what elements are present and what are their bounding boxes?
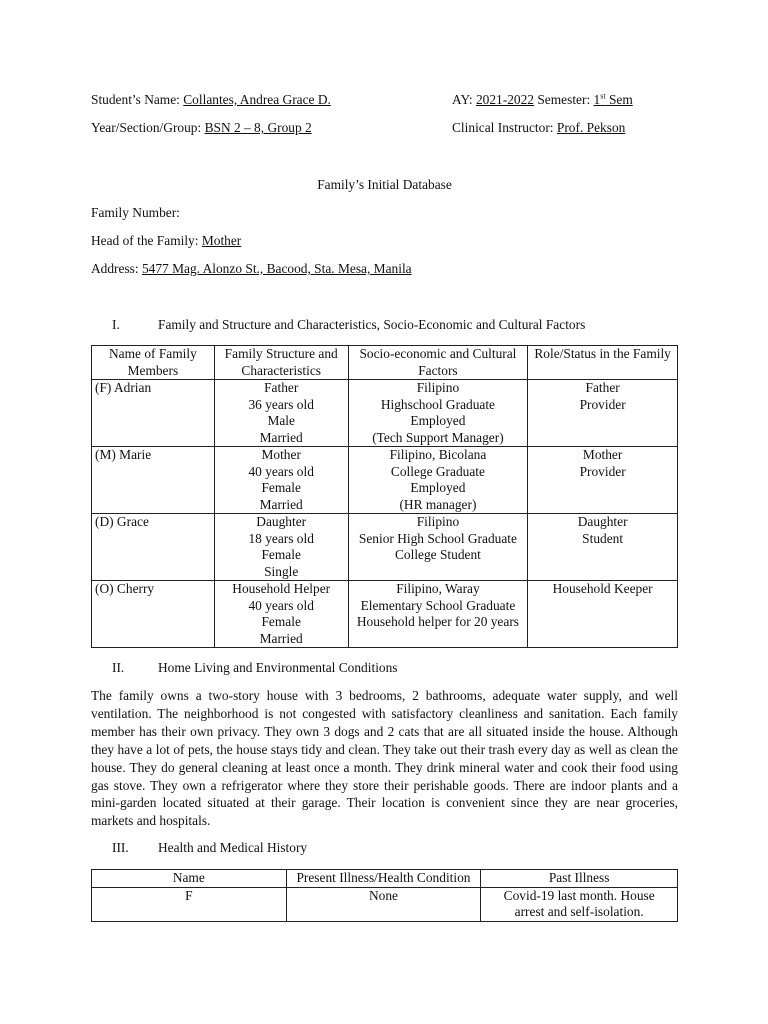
member-socio-cell-line: Filipino, Bicolana [389,447,487,462]
member-structure-cell-line: Married [259,496,303,512]
family-number-line [91,205,180,222]
section-2-number: II. [112,660,125,675]
member-structure-cell-line: Mother [261,447,301,462]
instructor-label: Clinical Instructor: [452,120,554,135]
section-1-title: Family and Structure and Characteristics, Socio-Economic and Cultural Factors [158,317,586,332]
member-socio-cell-line: Highschool Graduate [380,396,496,412]
member-structure-cell-line: 36 years old [248,396,314,412]
member-structure-cell [214,514,348,581]
member-name-cell: (D) Grace [92,514,215,581]
member-structure-cell [214,380,348,447]
health-past-cell-line: Covid-19 last month. House [503,887,655,903]
member-role-cell-line: Student [582,530,624,546]
member-socio-cell-line: College Graduate [390,463,485,479]
member-structure-cell-line: Father [264,380,299,395]
family-number-label: Family Number: [91,205,180,220]
member-structure-cell-line: Female [261,480,301,495]
column-header-name: Name of Family Members [92,346,215,380]
section-1-number: I. [112,317,120,332]
health-table-header-row [92,870,678,888]
member-structure-cell-line: Married [259,630,303,646]
section-3-number: III. [112,840,129,855]
header-row-student [91,92,678,110]
family-structure-table [91,345,678,648]
table-row [92,581,678,648]
health-past-cell [481,887,678,921]
member-socio-cell [348,514,528,581]
address-value: 5477 Mag. Alonzo St., Bacood, Sta. Mesa, Manila [141,261,412,276]
member-name-cell: (F) Adrian [92,380,215,447]
year-section-line [91,120,312,137]
member-role-cell-line: Mother [582,447,623,462]
health-header-past: Past Illness [481,870,678,888]
member-socio-cell-line: Senior High School Graduate [358,530,517,546]
section-3-title: Health and Medical History [158,840,308,855]
member-socio-cell-line: Filipino, Waray [396,581,480,596]
health-present-cell: None [286,887,481,921]
member-role-cell [528,581,678,648]
member-structure-cell-line: Female [261,547,301,562]
member-role-cell-line: Household Keeper [552,581,653,596]
member-structure-cell-line: Female [261,614,301,629]
head-of-family-value: Mother [201,233,242,248]
member-structure-cell-line: Daughter [256,514,307,529]
member-structure-cell-line: 18 years old [248,530,314,546]
member-socio-cell-line: (HR manager) [399,496,477,512]
student-name-value: Collantes, Andrea Grace D. [183,92,331,107]
member-role-cell [528,514,678,581]
section-3-heading [112,840,307,857]
member-role-cell-line: Daughter [577,514,628,529]
member-socio-cell-line: Employed [410,413,466,428]
member-socio-cell [348,380,528,447]
member-structure-cell-line: Married [259,429,303,445]
semester-superscript: st [600,91,606,101]
ay-value: 2021-2022 [475,92,534,107]
student-name-label: Student’s Name: [91,92,180,107]
column-header-structure: Family Structure and Characteristics [214,346,348,380]
member-name-cell: (M) Marie [92,447,215,514]
health-header-name: Name [92,870,287,888]
member-socio-cell-line: Elementary School Graduate [360,597,516,613]
document-title: Family’s Initial Database [317,177,452,192]
table-row [92,447,678,514]
member-socio-cell-line: (Tech Support Manager) [372,429,504,445]
section-2-title: Home Living and Environmental Conditions [158,660,398,675]
member-structure-cell-line: Male [267,413,295,428]
member-socio-cell-line: Filipino [416,514,460,529]
header-row-year [91,120,678,138]
address-line [91,261,412,278]
semester-value [594,92,633,107]
semester-label: Semester: [537,92,591,107]
head-of-family-label: Head of the Family: [91,233,199,248]
member-structure-cell-line: 40 years old [248,463,314,479]
member-structure-cell-line: 40 years old [248,597,314,613]
member-name-cell: (O) Cherry [92,581,215,648]
member-socio-cell [348,581,528,648]
member-structure-cell [214,581,348,648]
student-name-line [91,92,331,109]
member-structure-cell-line: Single [264,563,299,579]
table-row [92,514,678,581]
instructor-value: Prof. Pekson [556,120,626,135]
member-socio-cell-line: Household helper for 20 years [356,614,519,629]
health-name-cell: F [92,887,287,921]
member-role-cell [528,447,678,514]
member-role-cell-line: Provider [579,463,626,479]
member-socio-cell-line: College Student [394,547,481,562]
family-table-header-row [92,346,678,380]
member-role-cell-line: Father [585,380,620,395]
section-1-heading [112,317,585,334]
column-header-socio: Socio-economic and Cultural Factors [348,346,528,380]
member-socio-cell [348,447,528,514]
member-structure-cell [214,447,348,514]
member-structure-cell-line: Household Helper [232,581,331,596]
member-socio-cell-line: Employed [410,480,466,495]
health-past-cell-line: arrest and self-isolation. [514,904,644,919]
member-role-cell [528,380,678,447]
year-section-label: Year/Section/Group: [91,120,202,135]
semester-suffix: Sem [608,92,633,107]
home-living-paragraph: The family owns a two-story house with 3 bedrooms, 2 bathrooms, adequate water supply, and well ventilation. The neighborhood is not congested with satisfactory cleanliness and sanitation. Each family member has their own privacy. They own 3 dogs and 2 cats that are all situated inside the house. Although they have a lot of pets, the house stays tidy and clean. They take out their trash every day as well as clean the house. They do general cleaning at least once a month. They drink mineral water and cook their food using gas stove. They own a refrigerator where they store their perishable goods. There are indoor plants and a mini-garden located situated at their garage. Their location is convenient since they are near groceries, markets and hospitals. [91,688,678,829]
health-header-present: Present Illness/Health Condition [286,870,481,888]
year-section-value: BSN 2 – 8, Group 2 [204,120,312,135]
ay-semester-line [452,92,633,109]
semester-number: 1 [593,92,601,107]
head-of-family-line [91,233,241,250]
health-history-table [91,869,678,922]
instructor-line [452,120,625,137]
member-socio-cell-line: Filipino [416,380,460,395]
table-row [92,887,678,921]
address-label: Address: [91,261,139,276]
table-row [92,380,678,447]
ay-label: AY: [452,92,473,107]
column-header-role: Role/Status in the Family [528,346,678,380]
section-2-heading [112,660,398,677]
member-role-cell-line: Provider [579,396,626,412]
